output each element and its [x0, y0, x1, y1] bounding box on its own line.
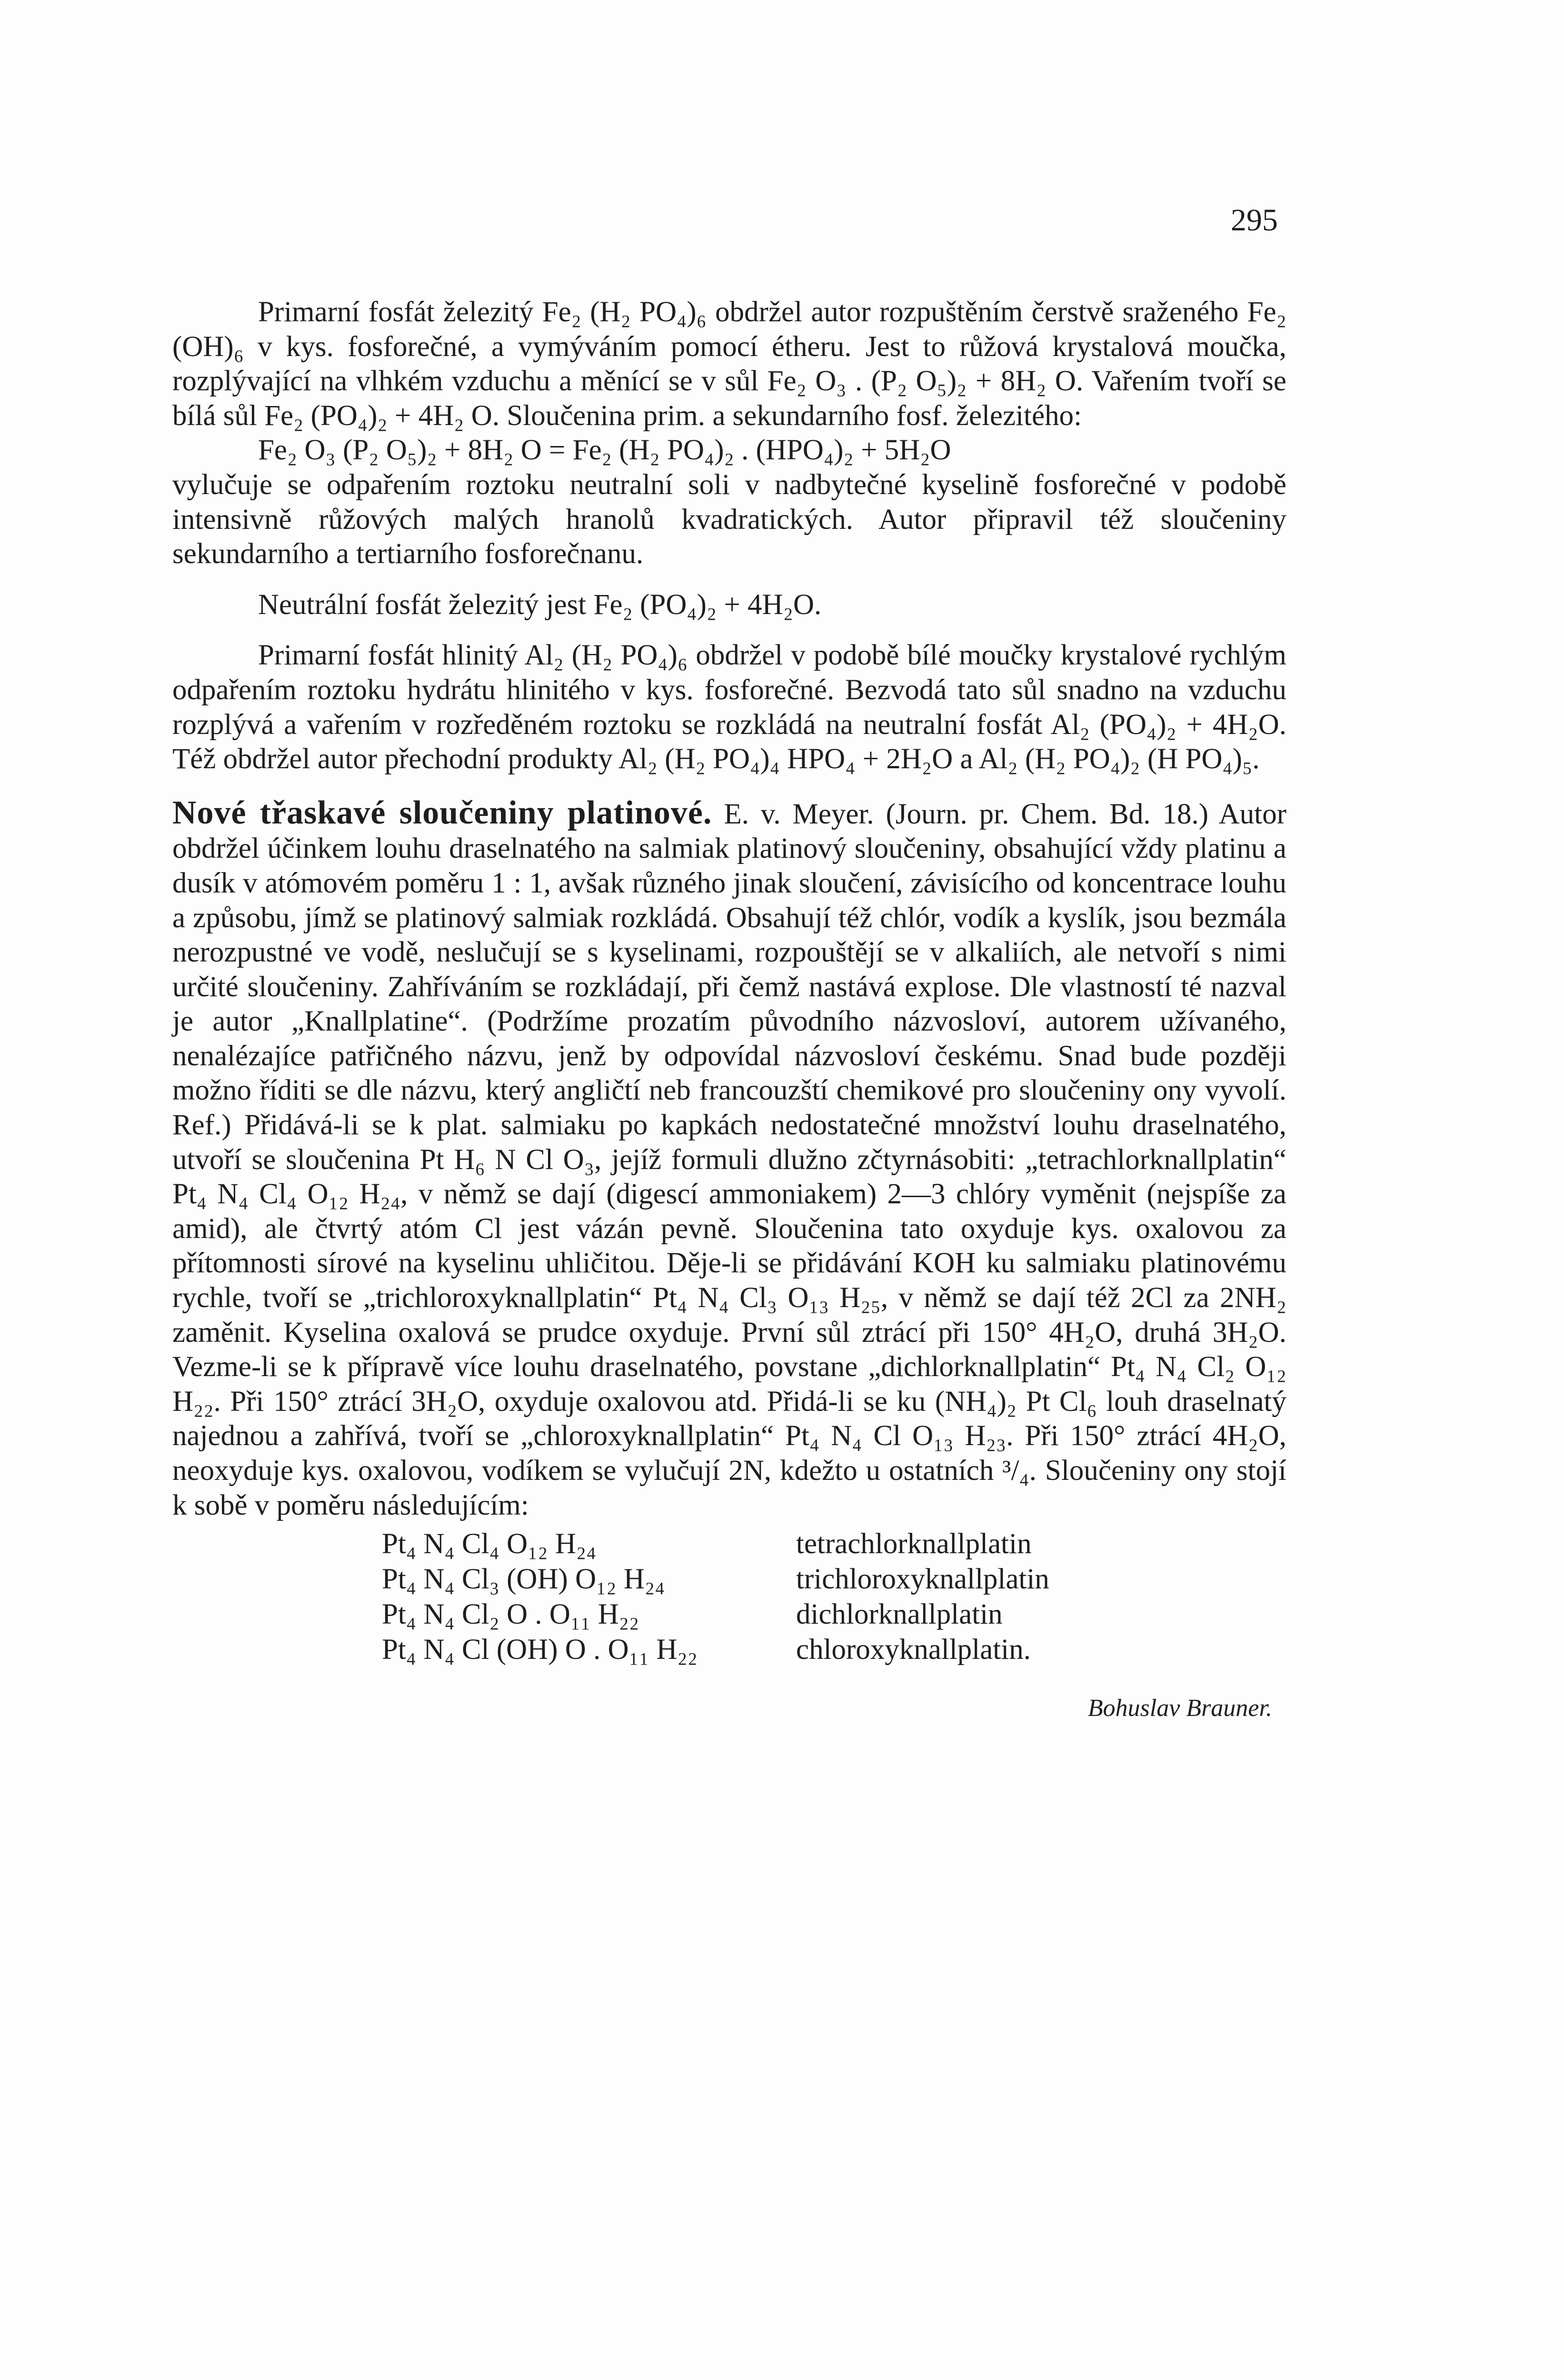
compound-name: trichloroxyknallplatin [796, 1563, 1049, 1596]
table-row [382, 1562, 1049, 1597]
paragraph-aluminium-phosphate: Primarní fosfát hlinitý Al₂ (H₂ PO₄)₆ obdržel v podobě bílé moučky krystalové rychlým odpařením roztoku hydrátu hlinitého v kys. fosforečné. Bezvodá tato sůl snadno na vzduchu rozplývá a vařením v rozředěném roztoku se rozkládá na neutralní fosfát Al₂ (PO₄)₂ + 4H₂O. Též obdržel autor přechodní produkty Al₂ (H₂ PO₄)₄ HPO₄ + 2H₂O a Al₂ (H₂ PO₄)₂ (H PO₄)₅. [172, 639, 1286, 775]
compounds-table [382, 1527, 1049, 1667]
compound-name: dichlorknallplatin [796, 1598, 1003, 1631]
compound-formula: Pt₄ N₄ Cl₄ O₁₂ H₂₄ [382, 1528, 597, 1560]
paragraph-knallplatine: Autor obdržel účinkem louhu draselnatého na salmiak platinový sloučeniny, obsahující vždy platinu a dusík v atómovém poměru 1 : 1, avšak různého jinak sloučení, závisícího od koncentrace louhu a způsobu, jímž se platinový salmiak rozkládá. Obsahují též chlór, vodík a kyslík, jsou bezmála nerozpustné ve vodě, neslučují se s kyselinami, rozpouštějí se v alkaliích, ale netvoří s nimi určité sloučeniny. Zahříváním se rozkládají, při čemž nastává explose. Dle vlastností té nazval je autor „Knallplatine“. (Podržíme prozatím původního názvosloví, autorem užívaného, nenalézajíce patřičného názvu, jenž by odpovídal názvosloví českému. Snad bude později možno říditi se dle názvu, který angličtí neb francouzští chemikové pro sloučeniny ony vyvolí. Ref.) Přidává-li se k plat. salmiaku po kapkách nedostatečné množství louhu draselnatého, utvoří se sloučenina Pt H₆ N Cl O₃, jejíž formuli dlužno zčtyrnásobiti: „tetrachlorknallplatin“ Pt₄ N₄ Cl₄ O₁₂ H₂₄, v němž se dají (digescí ammoniakem) 2—3 chlóry vyměnit (nejspíše za amid), ale čtvrtý atóm Cl jest vázán pevně. Sloučenina tato oxyduje kys. oxalovou za přítomnosti sírové na kyselinu uhličitou. Děje-li se přidávání KOH ku salmiaku platinovému rychle, tvoří se „trichloroxyknallplatin“ Pt₄ N₄ Cl₃ O₁₃ H₂₅, v němž se dají též 2Cl za 2NH₂ zaměnit. Kyselina oxalová se prudce oxyduje. První sůl ztrácí při 150° 4H₂O, druhá 3H₂O. Vezme-li se k přípravě více louhu draselnatého, povstane „dichlorknallplatin“ Pt₄ N₄ Cl₂ O₁₂ H₂₂. Při 150° ztrácí 3H₂O, oxyduje oxalovou atd. Přidá-li se ku (NH₄)₂ Pt Cl₆ louh draselnatý najednou a zahřívá, tvoří se „chloroxyknallplatin“ Pt₄ N₄ Cl O₁₃ H₂₃. Při 150° ztrácí 4H₂O, neoxyduje kys. oxalovou, vodíkem se vylučují 2N, kdežto u ostatních ³/₄. Sloučeniny ony stojí k sobě v poměru následujícím: [172, 798, 1287, 1521]
compound-formula: Pt₄ N₄ Cl (OH) O . O₁₁ H₂₂ [382, 1634, 698, 1666]
section-reference: E. v. Meyer. (Journ. pr. Chem. Bd. 18.) [724, 798, 1209, 830]
compound-name: tetrachlorknallplatin [796, 1528, 1032, 1560]
paragraph-crystallization: vylučuje se odpařením roztoku neutralní soli v nadbytečné kyselině fosforečné v podobě intensivně růžových malých hranolů kvadratických. Autor připravil též sloučeniny sekundarního a tertiarního fosforečnanu. [172, 468, 1286, 570]
page-body [172, 295, 1286, 1726]
compound-formula: Pt₄ N₄ Cl₃ (OH) O₁₂ H₂₄ [382, 1563, 665, 1596]
compound-name: chloroxyknallplatin. [796, 1634, 1031, 1666]
section-heading: Nové třaskavé sloučeniny platinové. [172, 794, 712, 831]
table-row [382, 1527, 1049, 1562]
table-row [382, 1632, 1049, 1667]
author-signature: Bohuslav Brauner. [1087, 1695, 1272, 1722]
paragraph-primary-ferric-phosphate: Primarní fosfát železitý Fe₂ (H₂ PO₄)₆ obdržel autor rozpuštěním čerstvě sraženého Fe₂ (OH)₆ v kys. fosforečné, a vymýváním pomocí étheru. Jest to růžová krystalová moučka, rozplývající na vlhkém vzduchu a měnící se v sůl Fe₂ O₃ . (P₂ O₅)₂ + 8H₂ O. Vařením tvoří se bílá sůl Fe₂ (PO₄)₂ + 4H₂ O. Sloučenina prim. a sekundarního fosf. železitého: [172, 296, 1286, 432]
equation: Fe₂ O₃ (P₂ O₅)₂ + 8H₂ O = Fe₂ (H₂ PO₄)₂ . (HPO₄)₂ + 5H₂O [258, 434, 951, 466]
page-number: 295 [1231, 203, 1278, 238]
paragraph-neutral-ferric-phosphate: Neutrální fosfát železitý jest Fe₂ (PO₄)₂ + 4H₂O. [258, 588, 822, 621]
compound-formula: Pt₄ N₄ Cl₂ O . O₁₁ H₂₂ [382, 1598, 639, 1631]
table-row [382, 1597, 1049, 1632]
section-heading-line [172, 796, 1286, 1523]
